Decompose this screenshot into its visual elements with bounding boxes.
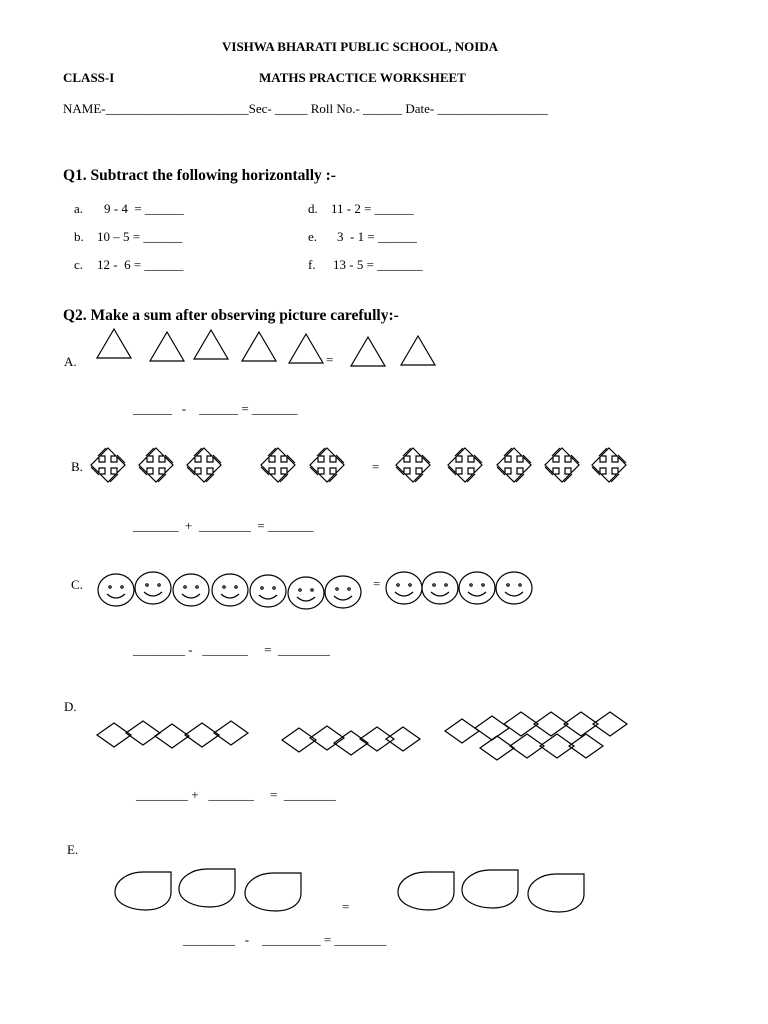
diamond-icon	[504, 712, 538, 736]
q2-label-b: B.	[71, 459, 83, 474]
smiley-icon	[250, 575, 286, 607]
diamond-icon	[282, 728, 316, 752]
q2-label-e: E.	[67, 842, 79, 857]
q2-label-a: A.	[64, 354, 77, 369]
worksheet-title: MATHS PRACTICE WORKSHEET	[259, 70, 466, 85]
four-way-arrow-icon	[139, 448, 173, 482]
four-way-arrow-icon	[187, 448, 221, 482]
q1-label-c: c.	[74, 257, 84, 272]
q2-answer-e[interactable]: ________ - _________ = ________	[183, 932, 387, 947]
smiley-icon	[135, 572, 171, 604]
q1-expr-f[interactable]: 13 - 5 = _______	[333, 257, 423, 272]
four-way-arrow-icon	[448, 448, 482, 482]
diamond-icon	[155, 724, 189, 748]
smiley-icon	[459, 572, 495, 604]
four-way-arrow-icon	[497, 448, 531, 482]
four-way-arrow-icon	[261, 448, 295, 482]
drop-shape-icon	[398, 872, 454, 910]
q1-expr-b[interactable]: 10 – 5 = ______	[97, 229, 183, 244]
smiley-icon	[422, 572, 458, 604]
diamond-icon	[510, 734, 544, 758]
drop-shape-icon	[245, 873, 301, 911]
smiley-icon	[173, 574, 209, 606]
diamond-icon	[386, 727, 420, 751]
triangle-icon	[401, 336, 435, 365]
q1-label-b: b.	[74, 229, 84, 244]
four-way-arrow-icon	[310, 448, 344, 482]
q1-label-f: f.	[308, 257, 316, 272]
q2-answer-b[interactable]: _______ + ________ = _______	[133, 518, 314, 533]
q2-answer-c[interactable]: ________ - _______ = ________	[133, 642, 330, 657]
drop-shape-icon	[462, 870, 518, 908]
q1-label-a: a.	[74, 201, 84, 216]
q1-label-d: d.	[308, 201, 318, 216]
drop-shape-icon	[179, 869, 235, 907]
triangle-icon	[150, 332, 184, 361]
school-name: VISHWA BHARATI PUBLIC SCHOOL, NOIDA	[222, 39, 499, 54]
q1-expr-e[interactable]: 3 - 1 = ______	[337, 229, 417, 244]
drop-shape-icon	[115, 872, 171, 910]
student-info-fields[interactable]: NAME-______________________Sec- _____ Roll No.- ______ Date- _________________	[63, 101, 548, 116]
q1-label-e: e.	[308, 229, 318, 244]
q2-equals-b: =	[372, 459, 380, 474]
q2-equals-c: =	[373, 576, 381, 591]
four-way-arrow-icon	[91, 448, 125, 482]
triangle-icon	[97, 329, 131, 358]
diamond-icon	[126, 721, 160, 745]
smiley-icon	[496, 572, 532, 604]
triangle-icon	[351, 337, 385, 366]
q1-expr-a[interactable]: 9 - 4 = ______	[104, 201, 184, 216]
q2-answer-d[interactable]: ________ + _______ = ________	[136, 787, 336, 802]
diamond-icon	[480, 736, 514, 760]
diamond-icon	[534, 712, 568, 736]
q2-title: Q2. Make a sum after observing picture carefully:-	[63, 307, 399, 324]
q1-expr-d[interactable]: 11 - 2 = ______	[331, 201, 414, 216]
diamond-icon	[475, 716, 509, 740]
q2-answer-a[interactable]: ______ - ______ = _______	[133, 401, 298, 416]
q1-title: Q1. Subtract the following horizontally :-	[63, 167, 336, 184]
q2-label-c: C.	[71, 577, 83, 592]
q2-label-d: D.	[64, 699, 77, 714]
q2-equals-a: =	[326, 352, 334, 367]
class-label: CLASS-I	[63, 70, 115, 85]
triangle-icon	[194, 330, 228, 359]
diamond-icon	[97, 723, 131, 747]
q1-expr-c[interactable]: 12 - 6 = ______	[97, 257, 184, 272]
triangle-icon	[289, 334, 323, 363]
diamond-icon	[185, 723, 219, 747]
smiley-icon	[98, 574, 134, 606]
smiley-icon	[288, 577, 324, 609]
four-way-arrow-icon	[592, 448, 626, 482]
diamond-icon	[445, 719, 479, 743]
q2-equals-e: =	[342, 899, 350, 914]
drop-shape-icon	[528, 874, 584, 912]
smiley-icon	[325, 576, 361, 608]
four-way-arrow-icon	[396, 448, 430, 482]
smiley-icon	[212, 574, 248, 606]
diamond-icon	[360, 727, 394, 751]
diamond-icon	[214, 721, 248, 745]
triangle-icon	[242, 332, 276, 361]
smiley-icon	[386, 572, 422, 604]
four-way-arrow-icon	[545, 448, 579, 482]
